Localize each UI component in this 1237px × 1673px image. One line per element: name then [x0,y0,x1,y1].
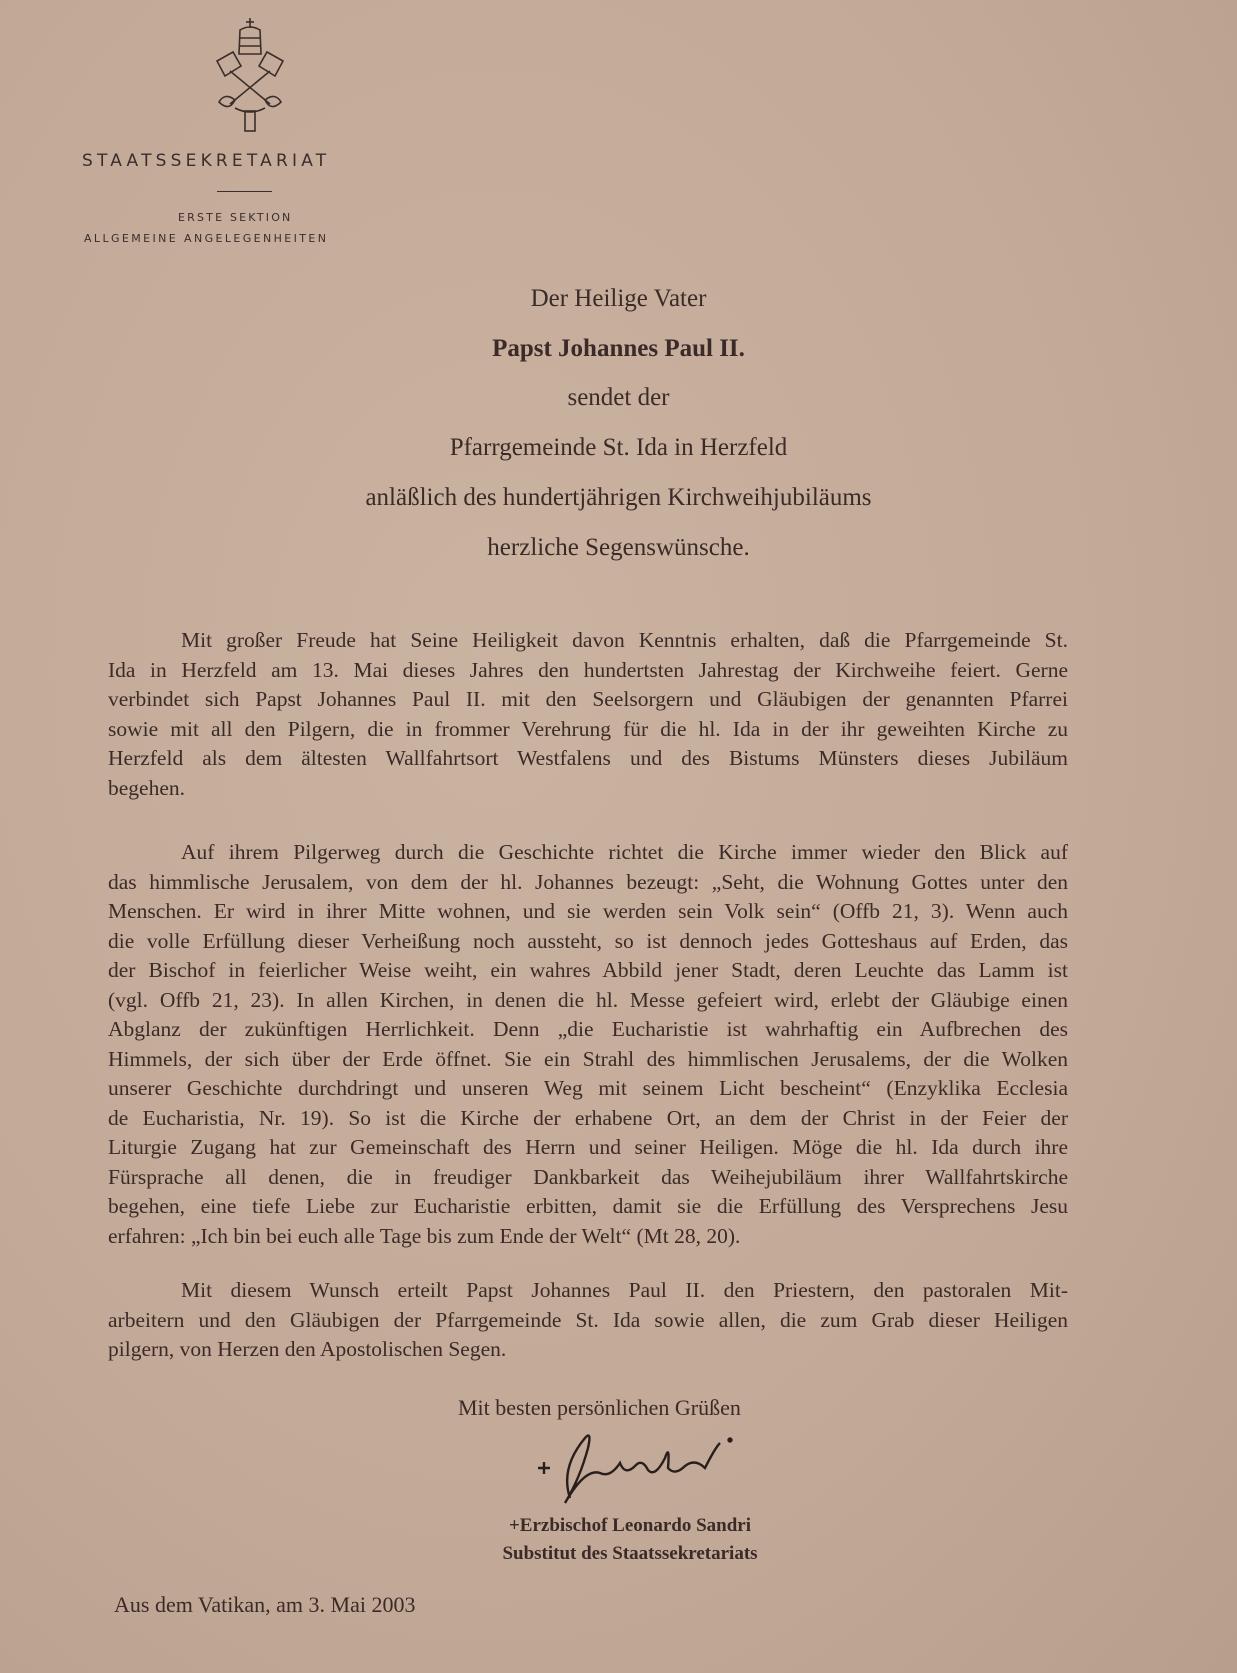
paragraph-line: Auf ihrem Pilgerweg durch die Geschichte richtet die Kirche immer wieder den Blick auf [181,840,1068,864]
date-line: Aus dem Vatikan, am 3. Mai 2003 [114,1592,416,1617]
signatory [470,1512,790,1568]
paragraph-line: die volle Erfüllung dieser Verheißung noch aussteht, so ist dennoch jedes Gotteshaus auf Erden, das [108,928,1068,953]
paragraph-1 [108,626,1068,803]
paragraph-line: der Bischof in feierlicher Weise weiht, ein wahres Abbild jener Stadt, deren Leuchte das Lamm ist [108,958,1068,982]
paragraph-line: Menschen. Er wird in ihrer Mitte wohnen, und sie werden sein Volk sein“ (Offb 21, 3). Wenn auch [108,899,1068,923]
paragraph-line: verbindet sich Papst Johannes Paul II. mit den Seelsorgern und Gläubigen der genannten Pfarrei [108,687,1068,711]
paragraph-line: begehen. [108,775,186,800]
paragraph-3 [108,1276,1068,1365]
paragraph-line: Himmels, der sich über der Erde öffnet. Sie ein Strahl des himmlischen Jerusalems, der die Wolken [108,1046,1068,1071]
paragraph-line: pilgern, von Herzen den Apostolischen Segen. [108,1337,507,1361]
heading-pope-name: Papst Johannes Paul II. [492,335,745,362]
heading-line-3: sendet der [567,384,670,411]
paragraph-line: erfahren: „Ich bin bei euch alle Tage bis zum Ende der Welt“ (Mt 28, 20). [108,1223,741,1248]
paragraph-2 [108,838,1068,1251]
paragraph-line: Fürsprache all denen, die in freudiger Dankbarkeit das Weihejubiläum ihrer Wallfahrtskirche [108,1164,1068,1189]
paragraph-line: sowie mit all den Pilgern, die in frommer Verehrung für die hl. Ida in der ihr geweihten Kirche zu [108,716,1068,741]
paragraph-line: de Eucharistia, Nr. 19). So ist die Kirche der erhabene Ort, an dem der Christ in der Feier der [108,1105,1068,1130]
paragraph-line: arbeitern und den Gläubigen der Pfarrgemeinde St. Ida sowie allen, die zum Grab dieser Heiligen [108,1307,1068,1332]
closing-greeting: Mit besten persönlichen Grüßen [458,1395,741,1420]
papal-crest-icon [205,16,295,134]
signatory-name: +Erzbischof Leonardo Sandri [508,1515,752,1536]
letterhead-office: STAATSSEKRETARIAT [82,151,331,171]
paragraph-line: begehen, eine tiefe Liebe zur Eucharistie erbitten, damit sie die Erfüllung des Versprechens Jesu [108,1194,1068,1218]
paragraph-line: Herzfeld als dem ältesten Wallfahrtsort Westfalens und des Bistums Münsters dieses Jubiläum [108,746,1068,770]
paragraph-line: unserer Geschichte durchdringt und unseren Weg mit seinem Licht bescheint“ (Enzyklika Ecclesia [108,1076,1068,1100]
paragraph-line: Mit großer Freude hat Seine Heiligkeit davon Kenntnis erhalten, daß die Pfarrgemeinde St. [181,628,1068,652]
heading-wishes: herzliche Segenswünsche. [487,534,750,561]
heading-recipient: Pfarrgemeinde St. Ida in Herzfeld [449,434,788,461]
paragraph-line: Abglanz der zukünftigen Herrlichkeit. Denn „die Eucharistie ist wahrhaftig ein Aufbrechen des [108,1017,1068,1041]
paragraph-line: (vgl. Offb 21, 23). In allen Kirchen, in denen die hl. Messe gefeiert wird, erlebt der Gläubige einen [108,987,1068,1012]
paragraph-line: Liturgie Zugang hat zur Gemeinschaft des Herrn und seiner Heiligen. Möge die hl. Ida durch ihre [108,1135,1068,1159]
paragraph-line: das himmlische Jerusalem, von dem der hl. Johannes bezeugt: „Seht, die Wohnung Gottes unter den [108,869,1068,894]
paragraph-line: Mit diesem Wunsch erteilt Papst Johannes Paul II. den Priestern, den pastoralen Mit- [181,1278,1068,1302]
signatory-title: Substitut des Staatssekretariats [502,1543,758,1564]
letterhead-section: ERSTE SEKTION [178,211,293,224]
letterhead-subsection: ALLGEMEINE ANGELEGENHEITEN [84,232,329,245]
heading-line-1: Der Heilige Vater [530,285,707,312]
paragraph-line: Ida in Herzfeld am 13. Mai dieses Jahres den hundertsten Jahrestag der Kirchweihe feiert. Gerne [108,657,1068,682]
letterhead-divider [217,191,272,192]
heading-occasion: anläßlich des hundertjährigen Kirchweihjubiläums [365,484,872,511]
handwritten-signature [530,1428,750,1518]
